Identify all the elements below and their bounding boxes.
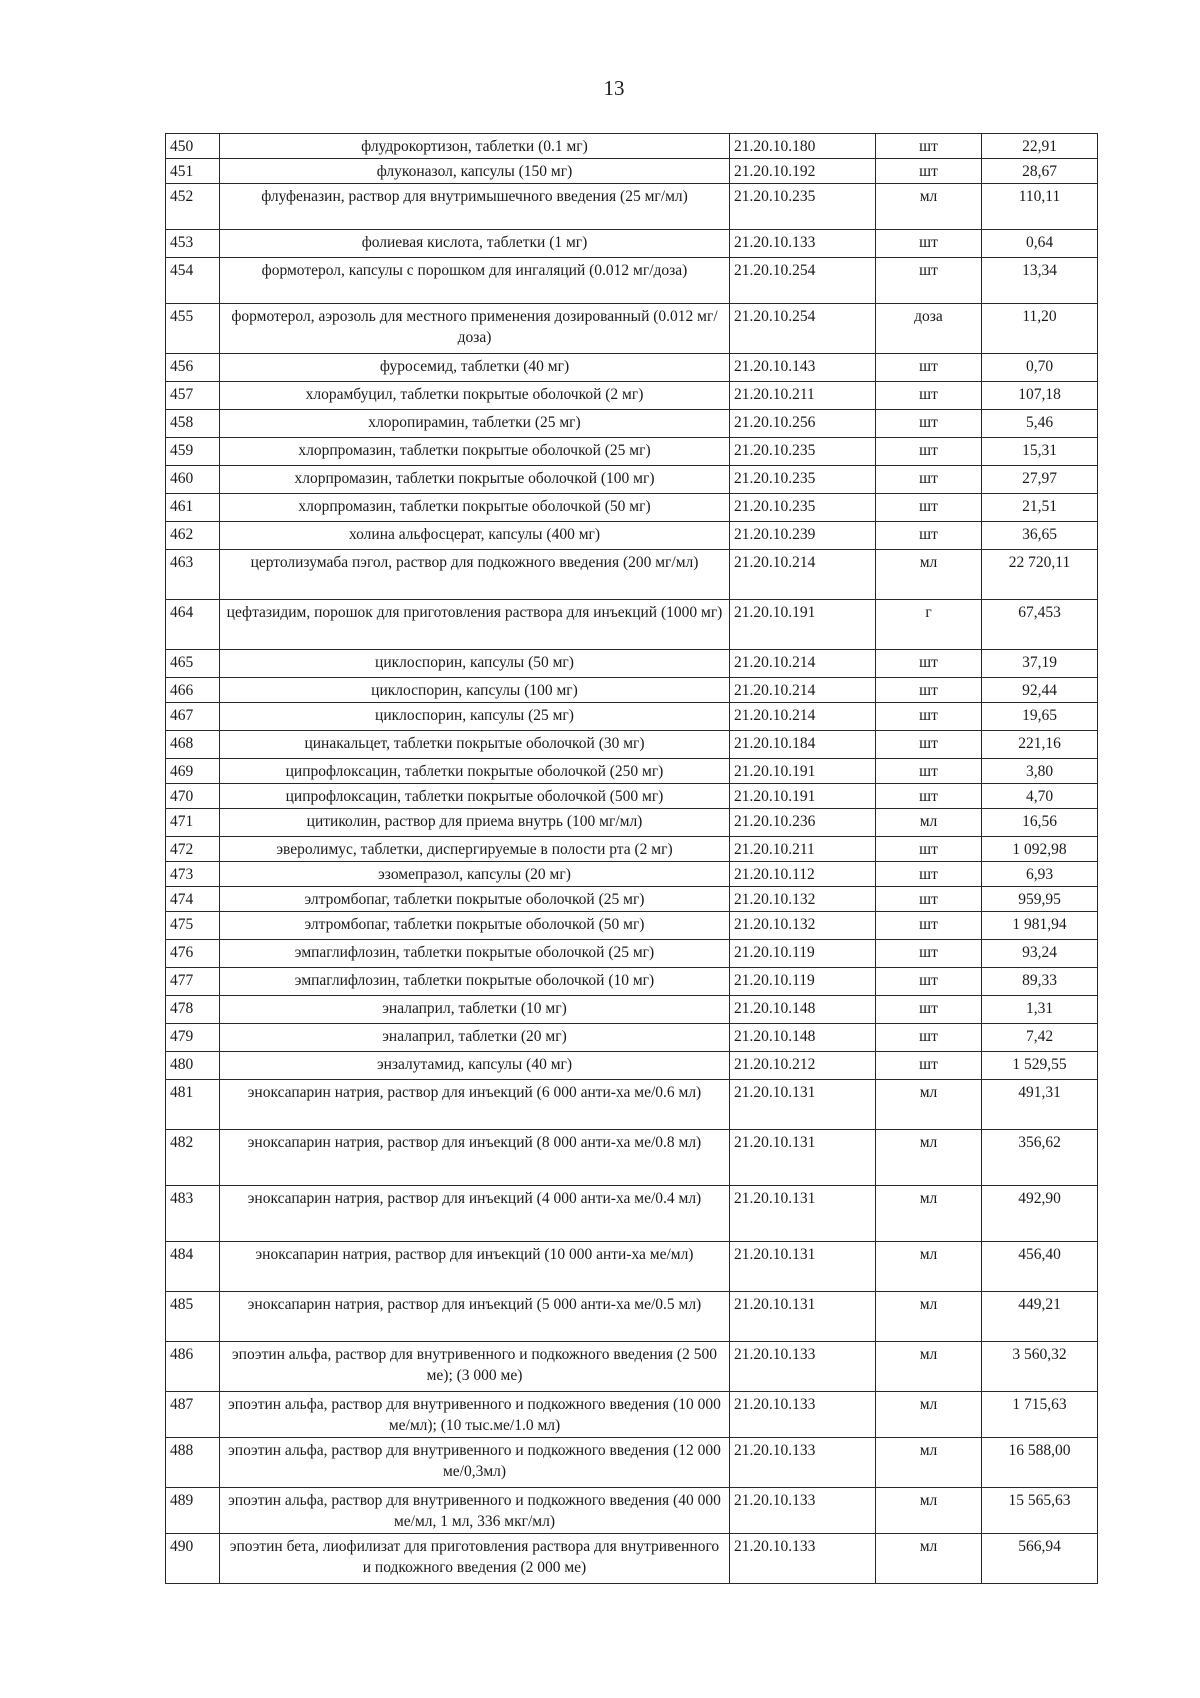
row-number-cell: 457: [166, 382, 220, 410]
price-cell: 16,56: [982, 809, 1098, 837]
table-row: [166, 862, 1098, 887]
drug-name-cell: эпоэтин альфа, раствор для внутривенного и подкожного введения (12 000 ме/0,3мл): [220, 1438, 730, 1488]
table-row: [166, 1052, 1098, 1080]
row-number-cell: 483: [166, 1186, 220, 1242]
table-row: [166, 1024, 1098, 1052]
okpd-code-cell: 21.20.10.132: [730, 912, 876, 940]
row-number-cell: 473: [166, 862, 220, 887]
okpd-code-cell: 21.20.10.131: [730, 1186, 876, 1242]
table-row: [166, 703, 1098, 731]
drug-name-cell: флуфеназин, раствор для внутримышечного введения (25 мг/мл): [220, 184, 730, 230]
row-number-cell: 476: [166, 940, 220, 968]
row-number-cell: 487: [166, 1392, 220, 1438]
table-row: [166, 438, 1098, 466]
drug-name-cell: циклоспорин, капсулы (100 мг): [220, 678, 730, 703]
price-cell: 221,16: [982, 731, 1098, 759]
table-row: [166, 494, 1098, 522]
price-cell: 27,97: [982, 466, 1098, 494]
row-number-cell: 471: [166, 809, 220, 837]
drug-name-cell: цитиколин, раствор для приема внутрь (100 мг/мл): [220, 809, 730, 837]
row-number-cell: 455: [166, 304, 220, 354]
row-number-cell: 472: [166, 837, 220, 862]
table-row: [166, 134, 1098, 159]
price-cell: 7,42: [982, 1024, 1098, 1052]
unit-cell: шт: [876, 784, 982, 809]
table-row: [166, 382, 1098, 410]
table-row: [166, 159, 1098, 184]
okpd-code-cell: 21.20.10.254: [730, 258, 876, 304]
price-cell: 11,20: [982, 304, 1098, 354]
unit-cell: шт: [876, 968, 982, 996]
table-row: [166, 466, 1098, 494]
drug-name-cell: эмпаглифлозин, таблетки покрытые оболочкой (25 мг): [220, 940, 730, 968]
okpd-code-cell: 21.20.10.212: [730, 1052, 876, 1080]
okpd-code-cell: 21.20.10.133: [730, 1534, 876, 1584]
row-number-cell: 458: [166, 410, 220, 438]
okpd-code-cell: 21.20.10.143: [730, 354, 876, 382]
drug-name-cell: цертолизумаба пэгол, раствор для подкожного введения (200 мг/мл): [220, 550, 730, 600]
drug-name-cell: элтромбопаг, таблетки покрытые оболочкой (50 мг): [220, 912, 730, 940]
row-number-cell: 452: [166, 184, 220, 230]
drug-name-cell: цинакальцет, таблетки покрытые оболочкой (30 мг): [220, 731, 730, 759]
unit-cell: мл: [876, 1342, 982, 1392]
row-number-cell: 479: [166, 1024, 220, 1052]
drug-name-cell: эпоэтин альфа, раствор для внутривенного и подкожного введения (10 000 ме/мл); (10 тыс.ме/1.0 мл): [220, 1392, 730, 1438]
okpd-code-cell: 21.20.10.211: [730, 382, 876, 410]
unit-cell: мл: [876, 1392, 982, 1438]
row-number-cell: 490: [166, 1534, 220, 1584]
drug-name-cell: цефтазидим, порошок для приготовления раствора для инъекций (1000 мг): [220, 600, 730, 650]
unit-cell: мл: [876, 1488, 982, 1534]
unit-cell: шт: [876, 382, 982, 410]
price-cell: 3 560,32: [982, 1342, 1098, 1392]
table-row: [166, 1392, 1098, 1438]
unit-cell: мл: [876, 1130, 982, 1186]
unit-cell: доза: [876, 304, 982, 354]
row-number-cell: 453: [166, 230, 220, 258]
okpd-code-cell: 21.20.10.132: [730, 887, 876, 912]
unit-cell: шт: [876, 1024, 982, 1052]
row-number-cell: 459: [166, 438, 220, 466]
okpd-code-cell: 21.20.10.131: [730, 1292, 876, 1342]
okpd-code-cell: 21.20.10.112: [730, 862, 876, 887]
row-number-cell: 474: [166, 887, 220, 912]
price-cell: 89,33: [982, 968, 1098, 996]
price-cell: 456,40: [982, 1242, 1098, 1292]
drug-name-cell: эверолимус, таблетки, диспергируемые в полости рта (2 мг): [220, 837, 730, 862]
unit-cell: шт: [876, 996, 982, 1024]
price-cell: 92,44: [982, 678, 1098, 703]
price-cell: 28,67: [982, 159, 1098, 184]
unit-cell: шт: [876, 862, 982, 887]
okpd-code-cell: 21.20.10.131: [730, 1080, 876, 1130]
row-number-cell: 451: [166, 159, 220, 184]
row-number-cell: 478: [166, 996, 220, 1024]
unit-cell: шт: [876, 837, 982, 862]
unit-cell: шт: [876, 887, 982, 912]
okpd-code-cell: 21.20.10.133: [730, 1438, 876, 1488]
price-cell: 959,95: [982, 887, 1098, 912]
unit-cell: мл: [876, 1242, 982, 1292]
okpd-code-cell: 21.20.10.214: [730, 550, 876, 600]
row-number-cell: 463: [166, 550, 220, 600]
drug-name-cell: эналаприл, таблетки (20 мг): [220, 1024, 730, 1052]
okpd-code-cell: 21.20.10.211: [730, 837, 876, 862]
table-row: [166, 410, 1098, 438]
drug-name-cell: эноксапарин натрия, раствор для инъекций (6 000 анти-ха ме/0.6 мл): [220, 1080, 730, 1130]
row-number-cell: 481: [166, 1080, 220, 1130]
unit-cell: мл: [876, 1292, 982, 1342]
drug-name-cell: формотерол, капсулы с порошком для ингаляций (0.012 мг/доза): [220, 258, 730, 304]
table-row: [166, 230, 1098, 258]
price-cell: 491,31: [982, 1080, 1098, 1130]
okpd-code-cell: 21.20.10.184: [730, 731, 876, 759]
okpd-code-cell: 21.20.10.235: [730, 494, 876, 522]
table-row: [166, 1534, 1098, 1584]
drug-name-cell: эноксапарин натрия, раствор для инъекций (5 000 анти-ха ме/0.5 мл): [220, 1292, 730, 1342]
row-number-cell: 464: [166, 600, 220, 650]
table-row: [166, 550, 1098, 600]
table-row: [166, 1438, 1098, 1488]
drug-name-cell: эналаприл, таблетки (10 мг): [220, 996, 730, 1024]
table-row: [166, 522, 1098, 550]
row-number-cell: 486: [166, 1342, 220, 1392]
drug-price-table: [165, 133, 1098, 1584]
drug-name-cell: фуросемид, таблетки (40 мг): [220, 354, 730, 382]
okpd-code-cell: 21.20.10.191: [730, 759, 876, 784]
unit-cell: мл: [876, 1534, 982, 1584]
table-row: [166, 1186, 1098, 1242]
unit-cell: шт: [876, 940, 982, 968]
okpd-code-cell: 21.20.10.131: [730, 1242, 876, 1292]
unit-cell: г: [876, 600, 982, 650]
okpd-code-cell: 21.20.10.214: [730, 678, 876, 703]
price-cell: 22,91: [982, 134, 1098, 159]
drug-name-cell: ципрофлоксацин, таблетки покрытые оболочкой (250 мг): [220, 759, 730, 784]
unit-cell: шт: [876, 731, 982, 759]
table-row: [166, 1242, 1098, 1292]
row-number-cell: 475: [166, 912, 220, 940]
price-cell: 15,31: [982, 438, 1098, 466]
drug-name-cell: флудрокортизон, таблетки (0.1 мг): [220, 134, 730, 159]
drug-name-cell: эзомепразол, капсулы (20 мг): [220, 862, 730, 887]
drug-name-cell: фолиевая кислота, таблетки (1 мг): [220, 230, 730, 258]
table-row: [166, 1488, 1098, 1534]
table-row: [166, 258, 1098, 304]
okpd-code-cell: 21.20.10.131: [730, 1130, 876, 1186]
row-number-cell: 466: [166, 678, 220, 703]
drug-name-cell: элтромбопаг, таблетки покрытые оболочкой (25 мг): [220, 887, 730, 912]
price-cell: 566,94: [982, 1534, 1098, 1584]
drug-name-cell: хлорпромазин, таблетки покрытые оболочкой (50 мг): [220, 494, 730, 522]
okpd-code-cell: 21.20.10.133: [730, 1392, 876, 1438]
unit-cell: шт: [876, 258, 982, 304]
price-cell: 36,65: [982, 522, 1098, 550]
okpd-code-cell: 21.20.10.235: [730, 466, 876, 494]
table-row: [166, 968, 1098, 996]
row-number-cell: 480: [166, 1052, 220, 1080]
row-number-cell: 489: [166, 1488, 220, 1534]
drug-name-cell: энзалутамид, капсулы (40 мг): [220, 1052, 730, 1080]
drug-name-cell: флуконазол, капсулы (150 мг): [220, 159, 730, 184]
price-cell: 37,19: [982, 650, 1098, 678]
okpd-code-cell: 21.20.10.148: [730, 996, 876, 1024]
unit-cell: мл: [876, 1080, 982, 1130]
unit-cell: шт: [876, 354, 982, 382]
drug-name-cell: хлорпромазин, таблетки покрытые оболочкой (25 мг): [220, 438, 730, 466]
price-cell: 0,70: [982, 354, 1098, 382]
drug-name-cell: хлорпромазин, таблетки покрытые оболочкой (100 мг): [220, 466, 730, 494]
table-row: [166, 731, 1098, 759]
price-cell: 6,93: [982, 862, 1098, 887]
price-cell: 1 715,63: [982, 1392, 1098, 1438]
drug-name-cell: эноксапарин натрия, раствор для инъекций (8 000 анти-ха ме/0.8 мл): [220, 1130, 730, 1186]
okpd-code-cell: 21.20.10.235: [730, 438, 876, 466]
unit-cell: шт: [876, 494, 982, 522]
row-number-cell: 484: [166, 1242, 220, 1292]
row-number-cell: 469: [166, 759, 220, 784]
price-cell: 3,80: [982, 759, 1098, 784]
okpd-code-cell: 21.20.10.191: [730, 784, 876, 809]
row-number-cell: 482: [166, 1130, 220, 1186]
row-number-cell: 454: [166, 258, 220, 304]
table-row: [166, 912, 1098, 940]
price-cell: 15 565,63: [982, 1488, 1098, 1534]
okpd-code-cell: 21.20.10.192: [730, 159, 876, 184]
row-number-cell: 450: [166, 134, 220, 159]
unit-cell: шт: [876, 1052, 982, 1080]
okpd-code-cell: 21.20.10.191: [730, 600, 876, 650]
unit-cell: шт: [876, 678, 982, 703]
price-cell: 1,31: [982, 996, 1098, 1024]
table-row: [166, 184, 1098, 230]
price-cell: 4,70: [982, 784, 1098, 809]
okpd-code-cell: 21.20.10.214: [730, 703, 876, 731]
drug-name-cell: циклоспорин, капсулы (25 мг): [220, 703, 730, 731]
price-cell: 16 588,00: [982, 1438, 1098, 1488]
drug-name-cell: хлоропирамин, таблетки (25 мг): [220, 410, 730, 438]
drug-name-cell: хлорамбуцил, таблетки покрытые оболочкой (2 мг): [220, 382, 730, 410]
unit-cell: мл: [876, 550, 982, 600]
price-cell: 1 981,94: [982, 912, 1098, 940]
drug-name-cell: ципрофлоксацин, таблетки покрытые оболочкой (500 мг): [220, 784, 730, 809]
okpd-code-cell: 21.20.10.254: [730, 304, 876, 354]
unit-cell: шт: [876, 230, 982, 258]
okpd-code-cell: 21.20.10.214: [730, 650, 876, 678]
price-cell: 19,65: [982, 703, 1098, 731]
unit-cell: шт: [876, 703, 982, 731]
price-cell: 21,51: [982, 494, 1098, 522]
row-number-cell: 470: [166, 784, 220, 809]
okpd-code-cell: 21.20.10.235: [730, 184, 876, 230]
price-cell: 107,18: [982, 382, 1098, 410]
okpd-code-cell: 21.20.10.256: [730, 410, 876, 438]
unit-cell: шт: [876, 759, 982, 784]
table-row: [166, 1342, 1098, 1392]
row-number-cell: 462: [166, 522, 220, 550]
drug-name-cell: эпоэтин альфа, раствор для внутривенного и подкожного введения (2 500 ме); (3 000 ме): [220, 1342, 730, 1392]
price-cell: 5,46: [982, 410, 1098, 438]
price-cell: 22 720,11: [982, 550, 1098, 600]
unit-cell: мл: [876, 1186, 982, 1242]
drug-name-cell: циклоспорин, капсулы (50 мг): [220, 650, 730, 678]
okpd-code-cell: 21.20.10.133: [730, 1342, 876, 1392]
price-cell: 93,24: [982, 940, 1098, 968]
row-number-cell: 456: [166, 354, 220, 382]
okpd-code-cell: 21.20.10.239: [730, 522, 876, 550]
price-cell: 356,62: [982, 1130, 1098, 1186]
table-row: [166, 1130, 1098, 1186]
unit-cell: мл: [876, 1438, 982, 1488]
page-number: 13: [603, 76, 625, 100]
row-number-cell: 460: [166, 466, 220, 494]
row-number-cell: 488: [166, 1438, 220, 1488]
drug-name-cell: холина альфосцерат, капсулы (400 мг): [220, 522, 730, 550]
unit-cell: шт: [876, 912, 982, 940]
row-number-cell: 461: [166, 494, 220, 522]
okpd-code-cell: 21.20.10.148: [730, 1024, 876, 1052]
drug-name-cell: эноксапарин натрия, раствор для инъекций (10 000 анти-ха ме/мл): [220, 1242, 730, 1292]
table-row: [166, 784, 1098, 809]
okpd-code-cell: 21.20.10.133: [730, 230, 876, 258]
unit-cell: шт: [876, 438, 982, 466]
price-cell: 67,453: [982, 600, 1098, 650]
drug-name-cell: эпоэтин бета, лиофилизат для приготовления раствора для внутривенного и подкожного введения (2 000 ме): [220, 1534, 730, 1584]
unit-cell: шт: [876, 650, 982, 678]
row-number-cell: 467: [166, 703, 220, 731]
table-row: [166, 354, 1098, 382]
unit-cell: шт: [876, 466, 982, 494]
okpd-code-cell: 21.20.10.133: [730, 1488, 876, 1534]
okpd-code-cell: 21.20.10.236: [730, 809, 876, 837]
table-row: [166, 940, 1098, 968]
unit-cell: мл: [876, 809, 982, 837]
okpd-code-cell: 21.20.10.119: [730, 968, 876, 996]
unit-cell: шт: [876, 410, 982, 438]
drug-name-cell: эноксапарин натрия, раствор для инъекций (4 000 анти-ха ме/0.4 мл): [220, 1186, 730, 1242]
unit-cell: шт: [876, 522, 982, 550]
drug-name-cell: эпоэтин альфа, раствор для внутривенного и подкожного введения (40 000 ме/мл, 1 мл, 336 мкг/мл): [220, 1488, 730, 1534]
row-number-cell: 465: [166, 650, 220, 678]
table-row: [166, 1080, 1098, 1130]
drug-name-cell: формотерол, аэрозоль для местного применения дозированный (0.012 мг/доза): [220, 304, 730, 354]
table-row: [166, 996, 1098, 1024]
row-number-cell: 485: [166, 1292, 220, 1342]
price-cell: 1 529,55: [982, 1052, 1098, 1080]
table-row: [166, 650, 1098, 678]
table-row: [166, 304, 1098, 354]
price-cell: 0,64: [982, 230, 1098, 258]
row-number-cell: 477: [166, 968, 220, 996]
table-row: [166, 887, 1098, 912]
price-cell: 1 092,98: [982, 837, 1098, 862]
price-cell: 492,90: [982, 1186, 1098, 1242]
okpd-code-cell: 21.20.10.180: [730, 134, 876, 159]
price-cell: 110,11: [982, 184, 1098, 230]
drug-name-cell: эмпаглифлозин, таблетки покрытые оболочкой (10 мг): [220, 968, 730, 996]
table-row: [166, 837, 1098, 862]
table-row: [166, 759, 1098, 784]
price-cell: 449,21: [982, 1292, 1098, 1342]
table-row: [166, 600, 1098, 650]
price-cell: 13,34: [982, 258, 1098, 304]
table-body: [166, 134, 1098, 1584]
unit-cell: мл: [876, 184, 982, 230]
unit-cell: шт: [876, 159, 982, 184]
table-row: [166, 1292, 1098, 1342]
row-number-cell: 468: [166, 731, 220, 759]
okpd-code-cell: 21.20.10.119: [730, 940, 876, 968]
table-row: [166, 809, 1098, 837]
unit-cell: шт: [876, 134, 982, 159]
table-row: [166, 678, 1098, 703]
